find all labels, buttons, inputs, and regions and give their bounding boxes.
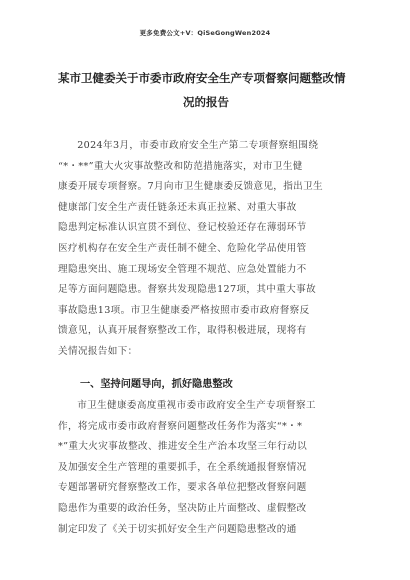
paragraph-2-line: 市卫生健康委高度重视市委市政府安全生产专项督察工 [77, 400, 316, 411]
paragraph-1-line: 理隐患突出、施工现场安全管理不规范、应急处置能力不 [58, 263, 307, 275]
paragraph-1-line: 2024年3月，市委市政府安全生产第二专项督察组围绕 [77, 140, 319, 151]
header-note: 更多免费公文+V：QiSeGongWen2024 [139, 29, 271, 37]
paragraph-1-line: 关情况报告如下： [58, 345, 138, 357]
title-line-1: 某市卫健委关于市委市政府安全生产专项督察问题整改情 [58, 71, 346, 85]
title-line-2: 况的报告 [183, 95, 229, 109]
paragraph-1-line: 隐患判定标准认识宣贯不到位、登记校验还存在薄弱环节 [58, 222, 307, 234]
paragraph-1-line: 医疗机构存在安全生产责任制不健全、危险化学品使用管 [58, 242, 307, 254]
paragraph-2-line: 隐患作为重要的政治任务，坚决防止片面整改、虚假整改 [58, 502, 307, 514]
paragraph-2-line: 作，将完成市委市政府督察问题整改任务作为落实“*・* [58, 420, 303, 432]
paragraph-1-line: 健康部门安全生产责任链条还未真正拉紧、对重大事故 [58, 201, 297, 213]
paragraph-1-line: 事故隐患13项。市卫生健康委严格按照市委市政府督察反 [58, 304, 310, 316]
paragraph-1 [58, 136, 354, 363]
section-heading-1: 一、坚持问题导向，抓好隐患整改 [80, 379, 233, 390]
paragraph-1-line: 康委开展专项督察。7月向市卫生健康委反馈意见，指出卫生 [58, 181, 323, 193]
paragraph-2-line: 制定印发了《关于切实抓好安全生产问题隐患整改的通 [58, 523, 297, 535]
paragraph-1-line: 馈意见，认真开展督察整改工作，取得积极进展，现将有 [58, 325, 307, 337]
paragraph-2-line: *”重大火灾事故整改、推进安全生产治本攻坚三年行动以 [58, 441, 308, 453]
document-title [58, 66, 354, 114]
paragraph-1-line: “*・**”重大火灾事故整改和防范措施落实，对市卫生健 [58, 160, 303, 172]
paragraph-2-line: 及加强安全生产管理的重要抓手，在全系统通报督察情况 [58, 461, 307, 473]
paragraph-2-line: 专题部署研究督察整改工作，要求各单位把整改督察问题 [58, 482, 307, 494]
paragraph-1-line: 足等方面问题隐患。督察共发现隐患127项，其中重大事故 [58, 284, 317, 296]
paragraph-2 [58, 396, 354, 540]
